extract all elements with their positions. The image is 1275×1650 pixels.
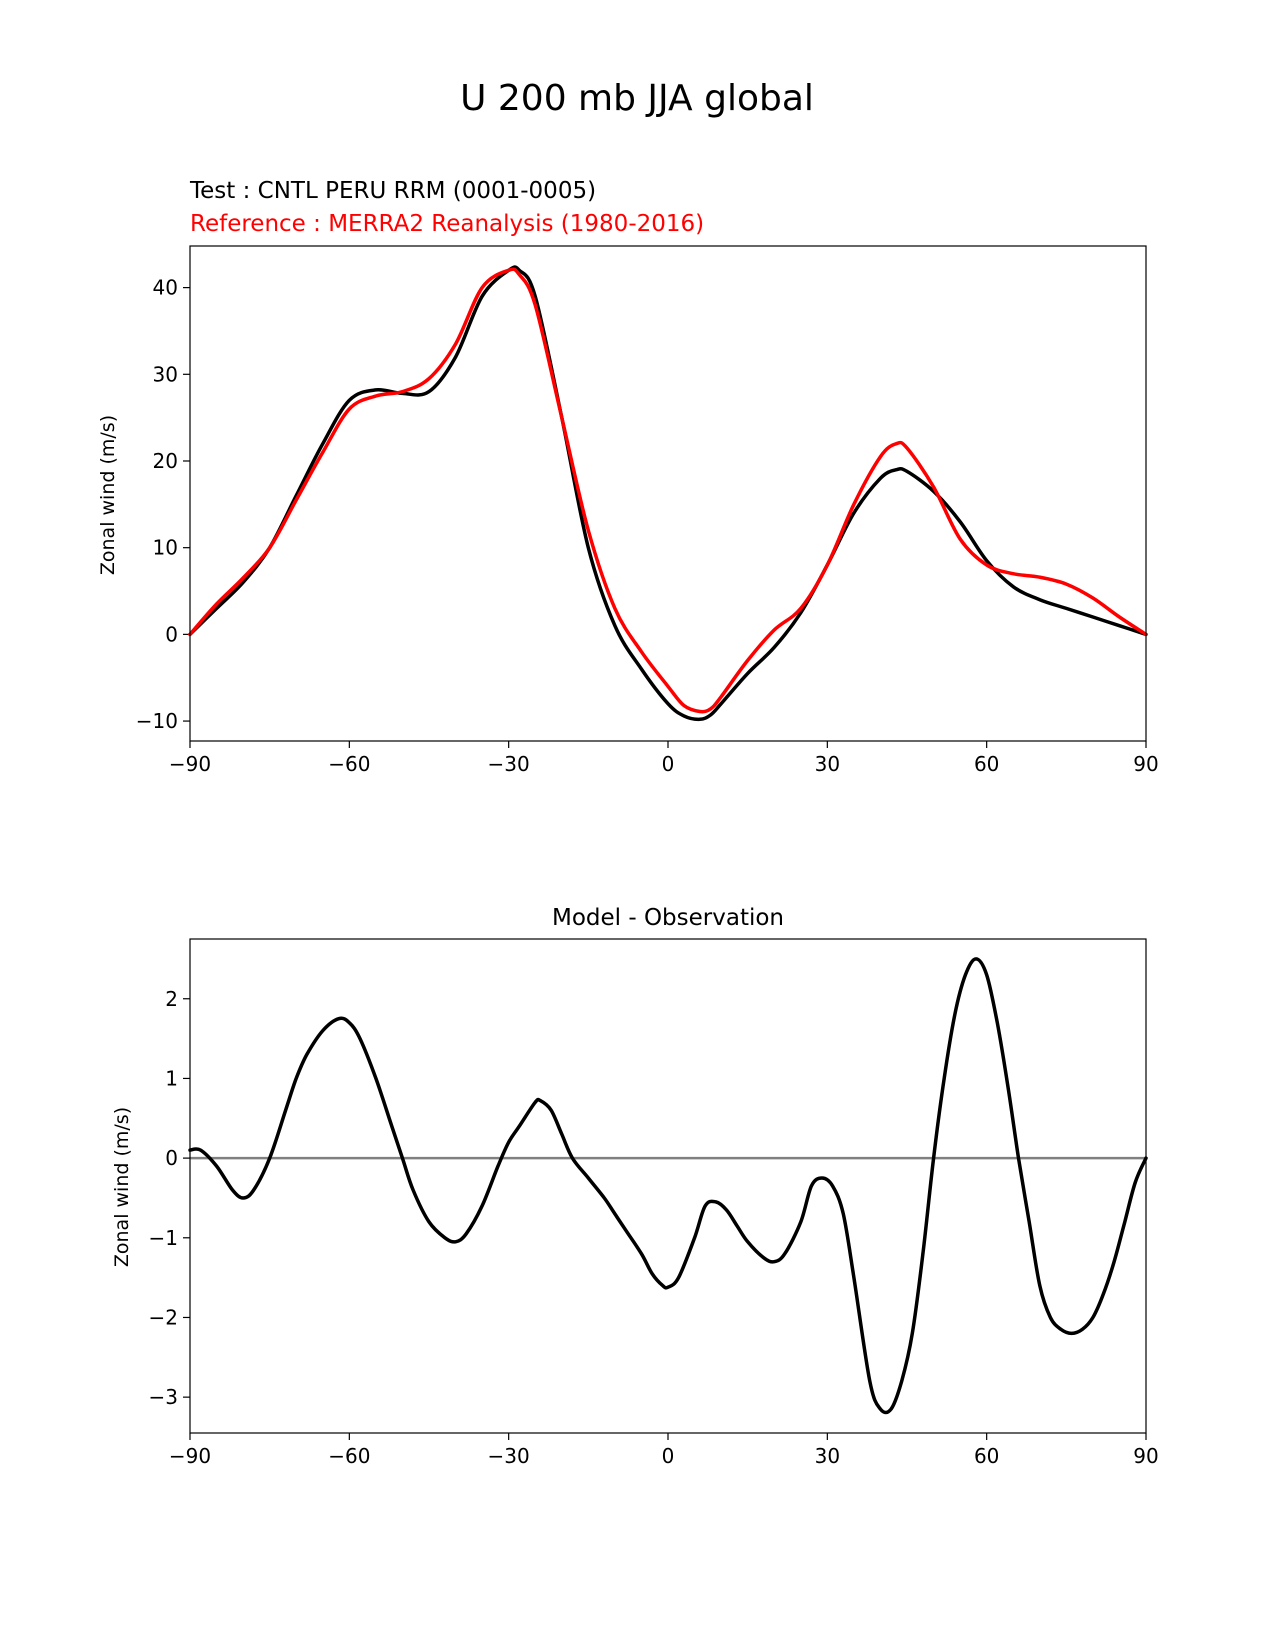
bottom-y-tick-label: 2 — [165, 986, 178, 1011]
top-reference-series-line — [190, 269, 1146, 712]
bottom-test-series-line — [190, 959, 1146, 1413]
test-label: Test : CNTL PERU RRM (0001-0005) — [190, 178, 597, 204]
bottom-plot-frame — [190, 939, 1146, 1433]
bottom-y-tick-label: 1 — [165, 1066, 178, 1091]
top-x-tick-label: −60 — [328, 752, 371, 776]
difference-panel-title: Model - Observation — [551, 905, 785, 931]
bottom-x-tick-label: 60 — [973, 1444, 1000, 1468]
top-series-lines — [190, 267, 1146, 719]
top-x-tick-label: 90 — [1133, 752, 1159, 776]
top-axis-ticks — [136, 276, 1159, 776]
bottom-axis-ticks — [149, 987, 1159, 1468]
bottom-x-tick-label: 90 — [1133, 1444, 1159, 1468]
top-y-tick-label: 30 — [152, 362, 178, 387]
top-panel — [97, 178, 1159, 776]
bottom-x-tick-label: 0 — [661, 1444, 675, 1468]
top-x-tick-label: 60 — [973, 752, 1000, 776]
top-x-tick-label: 0 — [661, 752, 675, 776]
bottom-panel — [111, 905, 1159, 1468]
bottom-x-tick-label: −90 — [168, 1444, 212, 1468]
top-y-tick-label: 20 — [152, 448, 178, 473]
bottom-series-lines — [190, 959, 1146, 1413]
top-y-tick-label: −10 — [135, 709, 178, 734]
bottom-y-tick-label: −3 — [148, 1385, 178, 1410]
bottom-y-tick-label: 0 — [165, 1146, 178, 1171]
reference-label: Reference : MERRA2 Reanalysis (1980-2016) — [190, 211, 705, 237]
top-y-tick-label: 0 — [165, 622, 178, 647]
bottom-x-tick-label: −60 — [328, 1444, 371, 1468]
top-x-tick-label: 30 — [814, 752, 841, 776]
bottom-x-tick-label: 30 — [814, 1444, 841, 1468]
bottom-y-axis-label: Zonal wind (m/s) — [111, 1106, 133, 1268]
top-x-tick-label: −30 — [487, 752, 530, 776]
bottom-x-tick-label: −30 — [487, 1444, 530, 1468]
bottom-y-tick-label: −2 — [148, 1305, 178, 1330]
top-test-series-line — [190, 267, 1146, 719]
top-plot-frame — [190, 246, 1146, 741]
top-y-tick-label: 40 — [152, 275, 178, 300]
bottom-y-tick-label: −1 — [148, 1225, 178, 1250]
top-y-axis-label: Zonal wind (m/s) — [97, 414, 119, 576]
top-y-tick-label: 10 — [152, 535, 178, 560]
figure-title: U 200 mb JJA global — [460, 78, 814, 119]
top-x-tick-label: −90 — [168, 752, 212, 776]
